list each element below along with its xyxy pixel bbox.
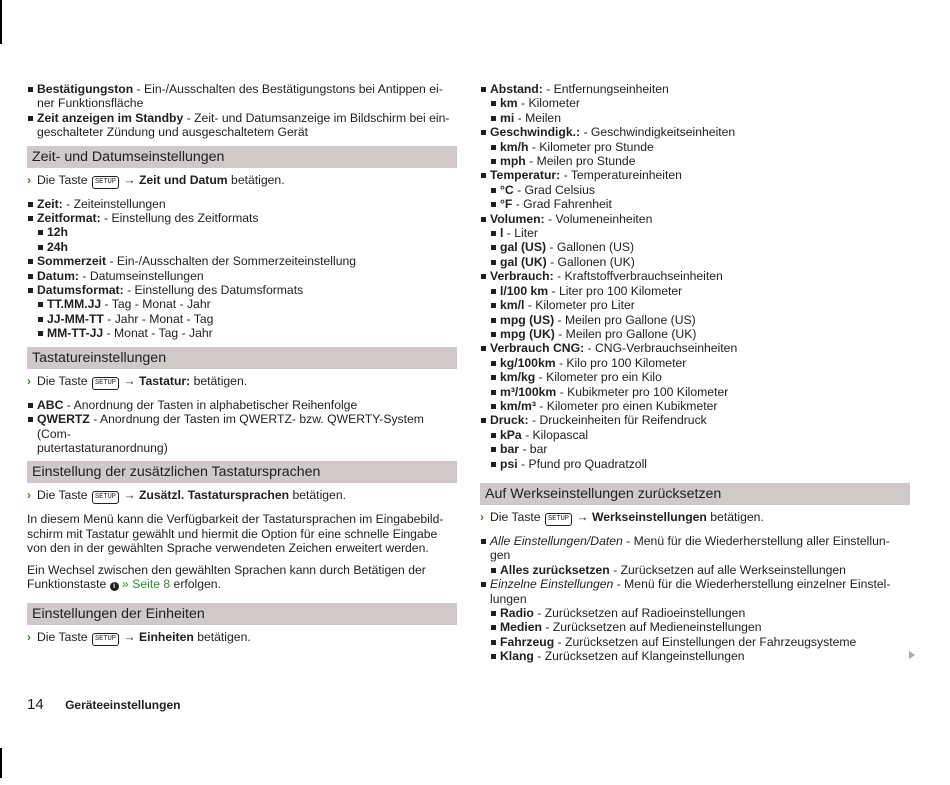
list-item: km/m³ - Kilometer pro einen Kubikmeter <box>490 399 910 413</box>
list-item: JJ-MM-TT - Jahr - Monat - Tag <box>37 312 457 326</box>
setup-key-icon: SETUP <box>92 176 119 189</box>
paragraph: In diesem Menü kann die Verfügbarkeit der Tastatursprachen im Eingabebild- schirm mit Tastatur gewählt und hiermit die Option für eine schnelle Eingabe von den in der gewählten Sprache verwendeten Zeichen erweitert werden. <box>27 512 444 556</box>
list-item: mph - Meilen pro Stunde <box>490 154 910 168</box>
crop-mark-bottom <box>0 748 2 778</box>
units-list <box>480 82 910 471</box>
list-item: Zeit anzeigen im Standby - Zeit- und Datumsanzeige im Bildschirm bei ein- geschalteter Zündung und ausgeschaltetem Gerät <box>27 111 457 140</box>
time-settings-list <box>27 197 457 341</box>
left-column <box>27 82 457 646</box>
step-arrow-icon: › <box>27 373 32 388</box>
list-item: bar - bar <box>490 442 910 456</box>
list-item: Druck: - Druckeinheiten für Reifendruck <box>480 413 910 427</box>
paragraph: Ein Wechsel zwischen den gewählten Sprachen kann durch Betätigen der Funktionstaste i » Seite 8 erfolgen. <box>27 562 426 591</box>
list-item: Temperatur: - Temperatureinheiten <box>480 168 910 182</box>
setup-key-icon: SETUP <box>92 491 119 504</box>
list-item: QWERTZ - Anordnung der Tasten im QWERTZ- bzw. QWERTY-System (Com- putertastaturanordnung) <box>27 412 457 455</box>
list-item: Volumen: - Volumeneinheiten <box>480 212 910 226</box>
list-item: m³/100km - Kubikmeter pro 100 Kilometer <box>490 385 910 399</box>
page-reference-link[interactable]: » Seite 8 <box>122 576 171 591</box>
step-instruction: › Die Taste SETUP → Zeit und Datum betätigen. <box>27 172 285 187</box>
list-item: Sommerzeit - Ein-/Ausschalten der Sommerzeiteinstellung <box>27 254 457 268</box>
step-arrow-icon: › <box>27 488 32 503</box>
list-item: mi - Meilen <box>490 111 910 125</box>
step-instruction: › Die Taste SETUP → Einheiten betätigen. <box>27 630 251 645</box>
step-instruction: › Die Taste SETUP → Tastatur: betätigen. <box>27 373 248 388</box>
list-item: Alles zurücksetzen - Zurücksetzen auf alle Werkseinstellungen <box>490 563 910 577</box>
section-heading-keyboard: Tastatureinstellungen <box>27 347 457 369</box>
setup-key-icon: SETUP <box>545 513 572 526</box>
list-item: 24h <box>37 240 457 254</box>
list-item: gal (US) - Gallonen (US) <box>490 240 910 254</box>
reset-list <box>480 534 910 664</box>
list-item: gal (UK) - Gallonen (UK) <box>490 255 910 269</box>
list-item: Geschwindigk.: - Geschwindigkeitseinheiten <box>480 125 910 139</box>
list-item: Verbrauch CNG: - CNG-Verbrauchseinheiten <box>480 341 910 355</box>
list-item: Datumsformat: - Einstellung des Datumsformats <box>27 283 457 297</box>
page-number: 14 <box>27 696 44 713</box>
section-heading-time-date: Zeit- und Datumseinstellungen <box>27 146 457 168</box>
list-item: Klang - Zurücksetzen auf Klangeinstellungen <box>490 649 910 663</box>
step-arrow-icon: › <box>27 630 32 645</box>
section-heading-factory-reset: Auf Werkseinstellungen zurücksetzen <box>480 483 910 505</box>
list-item: km - Kilometer <box>490 96 910 110</box>
list-item: °F - Grad Fahrenheit <box>490 197 910 211</box>
list-item: Medien - Zurücksetzen auf Medieneinstellungen <box>490 620 910 634</box>
list-item: l/100 km - Liter pro 100 Kilometer <box>490 284 910 298</box>
function-key-icon: i <box>110 582 119 591</box>
list-item: Einzelne Einstellungen - Menü für die Wiederherstellung einzelner Einstel- lungen <box>480 577 910 606</box>
list-item: Abstand: - Entfernungseinheiten <box>480 82 910 96</box>
step-instruction: › Die Taste SETUP → Werkseinstellungen betätigen. <box>480 509 764 524</box>
setup-key-icon: SETUP <box>92 377 119 390</box>
list-item: km/kg - Kilometer pro ein Kilo <box>490 370 910 384</box>
list-item: Bestätigungston - Ein-/Ausschalten des Bestätigungstons bei Antippen ei- ner Funktionsfläche <box>27 82 457 111</box>
chapter-title: Geräteeinstellungen <box>65 698 181 712</box>
list-item: Zeit: - Zeiteinstellungen <box>27 197 457 211</box>
right-column <box>480 82 910 664</box>
step-arrow-icon: › <box>480 509 485 524</box>
list-item: mpg (US) - Meilen pro Gallone (US) <box>490 313 910 327</box>
keyboard-list <box>27 398 457 456</box>
list-item: Fahrzeug - Zurücksetzen auf Einstellungen der Fahrzeugsysteme <box>490 635 910 649</box>
list-item: kg/100km - Kilo pro 100 Kilometer <box>490 356 910 370</box>
list-item: Radio - Zurücksetzen auf Radioeinstellungen <box>490 606 910 620</box>
list-item: kPa - Kilopascal <box>490 428 910 442</box>
section-heading-units: Einstellungen der Einheiten <box>27 603 457 625</box>
list-item: psi - Pfund pro Quadratzoll <box>490 457 910 471</box>
setup-key-icon: SETUP <box>92 633 119 646</box>
list-item: km/l - Kilometer pro Liter <box>490 298 910 312</box>
list-item: °C - Grad Celsius <box>490 183 910 197</box>
step-arrow-icon: › <box>27 172 32 187</box>
list-item: Verbrauch: - Kraftstoffverbrauchseinheiten <box>480 269 910 283</box>
step-instruction: › Die Taste SETUP → Zusätzl. Tastatursprachen betätigen. <box>27 488 346 503</box>
list-item: Alle Einstellungen/Daten - Menü für die Wiederherstellung aller Einstellun- gen <box>480 534 910 563</box>
intro-list <box>27 82 457 140</box>
page-footer <box>27 698 180 712</box>
list-item: MM-TT-JJ - Monat - Tag - Jahr <box>37 326 457 340</box>
list-item: Zeitformat: - Einstellung des Zeitformats <box>27 211 457 225</box>
list-item: 12h <box>37 225 457 239</box>
section-heading-keyboard-languages: Einstellung der zusätzlichen Tastatursprachen <box>27 461 457 483</box>
list-item: km/h - Kilometer pro Stunde <box>490 140 910 154</box>
list-item: TT.MM.JJ - Tag - Monat - Jahr <box>37 297 457 311</box>
list-item: l - Liter <box>490 226 910 240</box>
list-item: mpg (UK) - Meilen pro Gallone (UK) <box>490 327 910 341</box>
list-item: Datum: - Datumseinstellungen <box>27 269 457 283</box>
crop-mark-top <box>0 0 2 44</box>
continue-arrow-icon <box>909 651 915 659</box>
list-item: ABC - Anordnung der Tasten in alphabetischer Reihenfolge <box>27 398 457 412</box>
